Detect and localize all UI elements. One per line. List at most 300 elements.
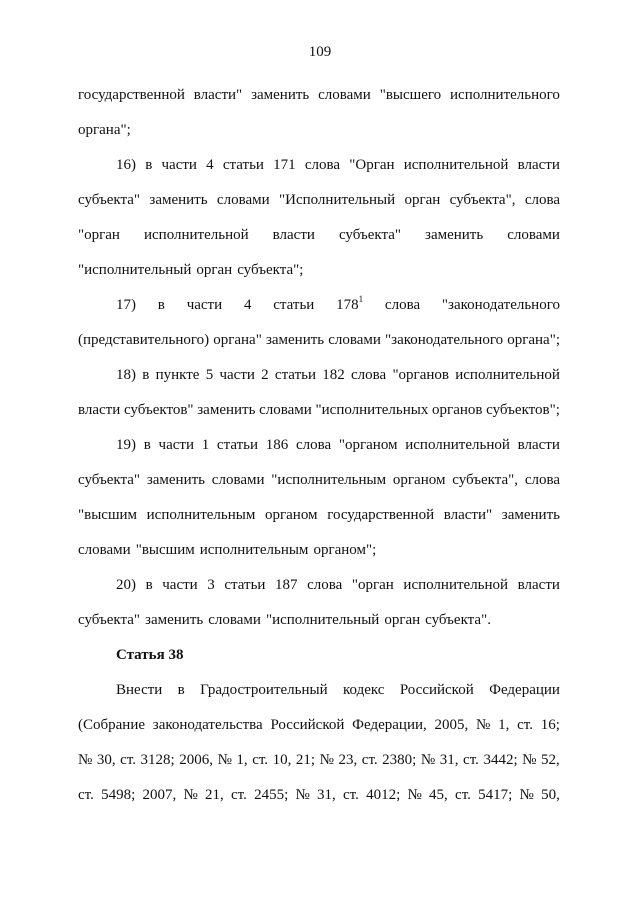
word xyxy=(142,358,149,393)
word-text: органов xyxy=(432,402,483,418)
word-text: субъекта". xyxy=(425,612,491,628)
word xyxy=(444,498,492,533)
word xyxy=(208,603,261,638)
word xyxy=(78,393,120,428)
word xyxy=(224,568,265,603)
word xyxy=(194,78,242,113)
word-text: 178 xyxy=(336,297,359,313)
word xyxy=(393,463,446,498)
text-line xyxy=(78,358,560,393)
word-text: 2380; xyxy=(382,752,417,768)
word-text: 2455; xyxy=(254,787,289,803)
word xyxy=(541,778,560,813)
word-text: 30, xyxy=(96,752,116,768)
word-text: (представительного) xyxy=(78,332,210,348)
word xyxy=(136,533,195,568)
word xyxy=(120,743,136,778)
word-text: 5417; xyxy=(478,787,513,803)
word xyxy=(327,498,434,533)
word-text: части xyxy=(158,437,194,453)
word xyxy=(307,568,342,603)
word xyxy=(236,743,247,778)
word xyxy=(273,148,296,183)
word-text: 3128; xyxy=(140,752,175,768)
word-text: словами xyxy=(78,542,131,558)
word xyxy=(101,778,135,813)
word xyxy=(252,743,268,778)
word xyxy=(217,428,258,463)
word xyxy=(200,673,328,708)
word xyxy=(486,393,560,428)
word-text: заменить xyxy=(501,507,560,523)
word xyxy=(392,358,449,393)
word-text: 16) xyxy=(116,157,136,173)
word xyxy=(156,358,200,393)
word xyxy=(362,743,378,778)
word-text: субъекта" xyxy=(78,192,141,208)
word xyxy=(507,218,560,253)
text-line xyxy=(78,743,560,778)
word-text: власти" xyxy=(443,507,493,523)
word-text: ст. xyxy=(463,752,479,768)
word xyxy=(78,183,140,218)
word xyxy=(520,778,534,813)
article-heading: Статья 38 xyxy=(116,647,184,663)
word xyxy=(385,288,420,323)
word xyxy=(478,778,512,813)
word xyxy=(116,673,162,708)
word-text: 5498; xyxy=(101,787,136,803)
superscript: 1 xyxy=(358,294,364,304)
word-text: "органов xyxy=(392,367,449,383)
word-text: слова xyxy=(524,192,560,208)
word xyxy=(408,778,422,813)
text-line xyxy=(78,673,560,708)
word-text: статьи xyxy=(222,157,264,173)
word-text: Градостроительный xyxy=(200,682,328,698)
word xyxy=(78,498,137,533)
word-text: № xyxy=(183,787,198,803)
word-text: статьи xyxy=(216,437,259,453)
word xyxy=(254,778,288,813)
word xyxy=(313,533,376,568)
word-text: в xyxy=(145,157,153,173)
word-text: 2005, xyxy=(434,717,469,733)
word xyxy=(270,708,344,743)
word xyxy=(517,708,533,743)
word-text: заменить xyxy=(265,332,325,348)
word-text: 19) xyxy=(116,437,136,453)
word xyxy=(206,358,214,393)
word-text: 2006, xyxy=(179,752,214,768)
word xyxy=(525,463,560,498)
word xyxy=(142,778,176,813)
word-text: субъектов" xyxy=(123,402,194,418)
word xyxy=(452,463,518,498)
word xyxy=(489,673,560,708)
word-text: органа"; xyxy=(507,332,560,348)
word xyxy=(349,148,394,183)
word xyxy=(244,288,252,323)
word xyxy=(116,288,136,323)
word xyxy=(78,603,140,638)
word xyxy=(78,253,191,288)
word xyxy=(442,288,560,323)
word xyxy=(153,708,263,743)
word-text: государственной xyxy=(78,87,185,103)
word-text: орган xyxy=(384,612,421,628)
word-text: органом xyxy=(392,472,446,488)
word xyxy=(149,183,207,218)
word xyxy=(261,358,269,393)
word xyxy=(212,463,265,498)
word-text: № xyxy=(407,787,422,803)
word-text: № xyxy=(217,752,232,768)
word-text: субъекта"; xyxy=(237,262,304,278)
word xyxy=(275,568,298,603)
word xyxy=(429,778,448,813)
text-line xyxy=(78,148,560,183)
text-line xyxy=(78,428,560,463)
word xyxy=(328,323,381,358)
word-text: "законодательного xyxy=(441,297,560,313)
word-text: исполнительного xyxy=(450,87,560,103)
word-text: исполнительной xyxy=(405,437,510,453)
word xyxy=(196,253,232,288)
word xyxy=(305,148,340,183)
word xyxy=(279,183,395,218)
word-text: статьи xyxy=(273,297,315,313)
word-text: субъекта" xyxy=(78,612,141,628)
word xyxy=(141,743,175,778)
word-text: словами xyxy=(318,87,371,103)
word-text: заменить xyxy=(251,87,310,103)
word-text: в xyxy=(142,367,150,383)
word-text: 4 xyxy=(206,157,214,173)
word-text: исполнительной xyxy=(403,577,509,593)
word xyxy=(78,113,131,148)
word-text: слова xyxy=(384,297,421,313)
word xyxy=(197,393,255,428)
word-text: № xyxy=(476,717,491,733)
word-text: власти xyxy=(517,437,560,453)
word xyxy=(183,778,197,813)
word xyxy=(162,148,197,183)
word xyxy=(271,463,386,498)
word-text: ст. xyxy=(252,752,269,768)
word xyxy=(266,603,379,638)
word-text: органом"; xyxy=(313,542,377,558)
word xyxy=(273,743,292,778)
word-text: "высшего xyxy=(379,87,442,103)
word xyxy=(116,428,136,463)
page-number: 109 xyxy=(308,44,332,60)
text-line xyxy=(78,393,560,428)
word-text: власти xyxy=(517,577,560,593)
word xyxy=(318,78,371,113)
word-text: "орган xyxy=(78,227,120,243)
word xyxy=(159,428,194,463)
word-text: 187 xyxy=(275,577,298,593)
text-line xyxy=(78,603,560,638)
word xyxy=(400,673,474,708)
word xyxy=(147,498,256,533)
word xyxy=(296,743,315,778)
word xyxy=(251,78,309,113)
word-text: 171 xyxy=(273,157,296,173)
word-text: 20) xyxy=(116,577,136,593)
word-text: словами xyxy=(259,402,312,418)
word-text: исполнительной xyxy=(403,157,509,173)
word xyxy=(380,78,441,113)
word-text: исполнительным xyxy=(146,507,256,523)
word-text: 1, xyxy=(236,752,248,768)
word-text: пункте xyxy=(155,367,200,383)
word xyxy=(273,288,314,323)
word-text: слова xyxy=(351,367,387,383)
word xyxy=(421,743,435,778)
word xyxy=(525,183,560,218)
word-text: органа"; xyxy=(78,122,131,138)
word xyxy=(483,743,517,778)
word xyxy=(476,708,490,743)
word xyxy=(541,743,560,778)
text-line xyxy=(78,568,560,603)
word-text: государственной xyxy=(327,507,435,523)
word-text: заменить xyxy=(197,402,256,418)
word xyxy=(498,708,509,743)
word-text: 16; xyxy=(540,717,560,733)
word-text: заменить xyxy=(146,472,206,488)
word-text: власти xyxy=(517,157,560,173)
word-text: 3 xyxy=(207,577,215,593)
word xyxy=(213,323,262,358)
word-text: заменить xyxy=(149,192,208,208)
word xyxy=(265,498,318,533)
word xyxy=(338,743,357,778)
word xyxy=(200,533,309,568)
word xyxy=(455,358,560,393)
word-text: "высшим xyxy=(135,542,195,558)
word xyxy=(404,148,509,183)
text-line xyxy=(78,708,560,743)
word-text: 31, xyxy=(439,752,459,768)
word xyxy=(336,288,363,323)
word-text: № xyxy=(295,787,310,803)
word xyxy=(522,743,536,778)
word xyxy=(507,323,560,358)
word xyxy=(316,393,429,428)
word xyxy=(145,603,203,638)
word xyxy=(78,323,209,358)
word xyxy=(78,533,131,568)
word-text: 1, xyxy=(498,717,510,733)
word xyxy=(366,778,400,813)
word-text: ст. xyxy=(78,787,94,803)
word-text: 21, xyxy=(205,787,224,803)
word xyxy=(425,218,483,253)
word-text: Федерации, xyxy=(352,717,427,733)
word-text: кодекс xyxy=(342,682,385,698)
word-text: части xyxy=(186,297,223,313)
word-text: 4 xyxy=(243,297,252,313)
word xyxy=(343,778,359,813)
word xyxy=(147,463,205,498)
text-line xyxy=(78,113,560,148)
word-text: № xyxy=(519,787,534,803)
word-text: 18) xyxy=(116,367,136,383)
word xyxy=(435,708,469,743)
word-text: словами xyxy=(216,192,270,208)
text-line xyxy=(78,218,560,253)
word xyxy=(351,358,386,393)
word xyxy=(266,428,289,463)
word-text: ст. xyxy=(231,787,247,803)
word-text: ст. xyxy=(343,787,359,803)
word xyxy=(231,778,247,813)
word-text: № xyxy=(319,752,334,768)
word xyxy=(202,428,210,463)
text-line xyxy=(78,498,560,533)
word xyxy=(237,253,303,288)
word-text: в xyxy=(157,297,165,313)
word-text: 3442; xyxy=(483,752,518,768)
word xyxy=(273,218,315,253)
word xyxy=(275,358,316,393)
word-text: заменить xyxy=(425,227,484,243)
word xyxy=(144,218,249,253)
word-text: 52, xyxy=(541,752,560,768)
word xyxy=(219,358,254,393)
word-text: (Собрание xyxy=(78,717,146,733)
word-text: "Орган xyxy=(349,157,395,173)
word xyxy=(440,743,459,778)
word xyxy=(450,183,516,218)
word xyxy=(146,568,153,603)
word xyxy=(162,568,197,603)
word-text: субъекта", xyxy=(449,192,516,208)
word-text: субъекта", xyxy=(452,472,519,488)
word xyxy=(425,603,491,638)
word-text: 186 xyxy=(265,437,289,453)
word-text: 1 xyxy=(201,437,210,453)
word-text: в xyxy=(177,682,185,698)
word xyxy=(266,323,324,358)
word-text: орган xyxy=(404,192,441,208)
word xyxy=(405,428,510,463)
word xyxy=(218,743,232,778)
word-text: власти xyxy=(272,227,315,243)
word xyxy=(78,743,92,778)
word xyxy=(187,288,222,323)
word xyxy=(339,218,401,253)
word xyxy=(144,428,151,463)
word-text: власти" xyxy=(193,87,243,103)
word-text: слова xyxy=(304,157,341,173)
word-text: словами xyxy=(507,227,560,243)
word-text: 23, xyxy=(338,752,358,768)
word-text: субъектов"; xyxy=(486,402,560,418)
word xyxy=(404,183,440,218)
word xyxy=(317,778,336,813)
word-text: 17) xyxy=(116,297,136,313)
word xyxy=(343,673,384,708)
word xyxy=(206,148,214,183)
word-text: "законодательного xyxy=(385,332,504,348)
word xyxy=(518,568,560,603)
word xyxy=(432,393,482,428)
word-text: заменить xyxy=(145,612,204,628)
word-text: № xyxy=(420,752,436,768)
word-text: орган xyxy=(196,262,233,278)
word-text: 10, xyxy=(272,752,292,768)
word-text: "органом xyxy=(338,437,398,453)
word-text: законодательства xyxy=(152,717,263,733)
word-text: Федерации xyxy=(489,682,560,698)
word xyxy=(352,568,394,603)
text-line xyxy=(78,288,560,323)
word xyxy=(352,708,427,743)
word xyxy=(116,568,136,603)
word-text: 182 xyxy=(322,367,345,383)
word-text: исполнительным xyxy=(199,542,309,558)
word xyxy=(518,428,560,463)
word-text: власти xyxy=(78,402,121,418)
word xyxy=(384,603,420,638)
word-text: слова xyxy=(295,437,332,453)
word-text: части xyxy=(219,367,255,383)
word xyxy=(339,428,398,463)
word-text: "исполнительный xyxy=(78,262,192,278)
word xyxy=(217,183,270,218)
word xyxy=(295,778,309,813)
word-text: "Исполнительный xyxy=(278,192,396,208)
word-text: 31, xyxy=(317,787,336,803)
word xyxy=(223,148,264,183)
word xyxy=(455,778,471,813)
word-text: "исполнительных xyxy=(315,402,429,418)
text-line xyxy=(78,253,560,288)
word xyxy=(205,778,224,813)
word xyxy=(385,323,503,358)
text-line xyxy=(78,778,560,813)
word xyxy=(158,288,165,323)
word xyxy=(145,148,152,183)
text-line xyxy=(78,533,560,568)
word xyxy=(322,358,345,393)
word-text: 2 xyxy=(261,367,269,383)
word xyxy=(403,568,508,603)
word-text: "исполнительный xyxy=(265,612,380,628)
word-text: Внести xyxy=(116,682,163,698)
word-text: № xyxy=(522,752,537,768)
word xyxy=(518,148,560,183)
word xyxy=(78,778,94,813)
word xyxy=(78,218,120,253)
word-text: Российской xyxy=(399,682,474,698)
word-text: 5 xyxy=(205,367,214,383)
word-text: словами xyxy=(328,332,381,348)
word-text: ст. xyxy=(517,717,533,733)
word xyxy=(259,393,312,428)
word-text: 2007, xyxy=(142,787,177,803)
word xyxy=(78,463,140,498)
text-line xyxy=(78,78,560,113)
word-text: "исполнительным xyxy=(271,472,387,488)
word-text: 4012; xyxy=(366,787,401,803)
word xyxy=(541,708,560,743)
word xyxy=(463,743,479,778)
